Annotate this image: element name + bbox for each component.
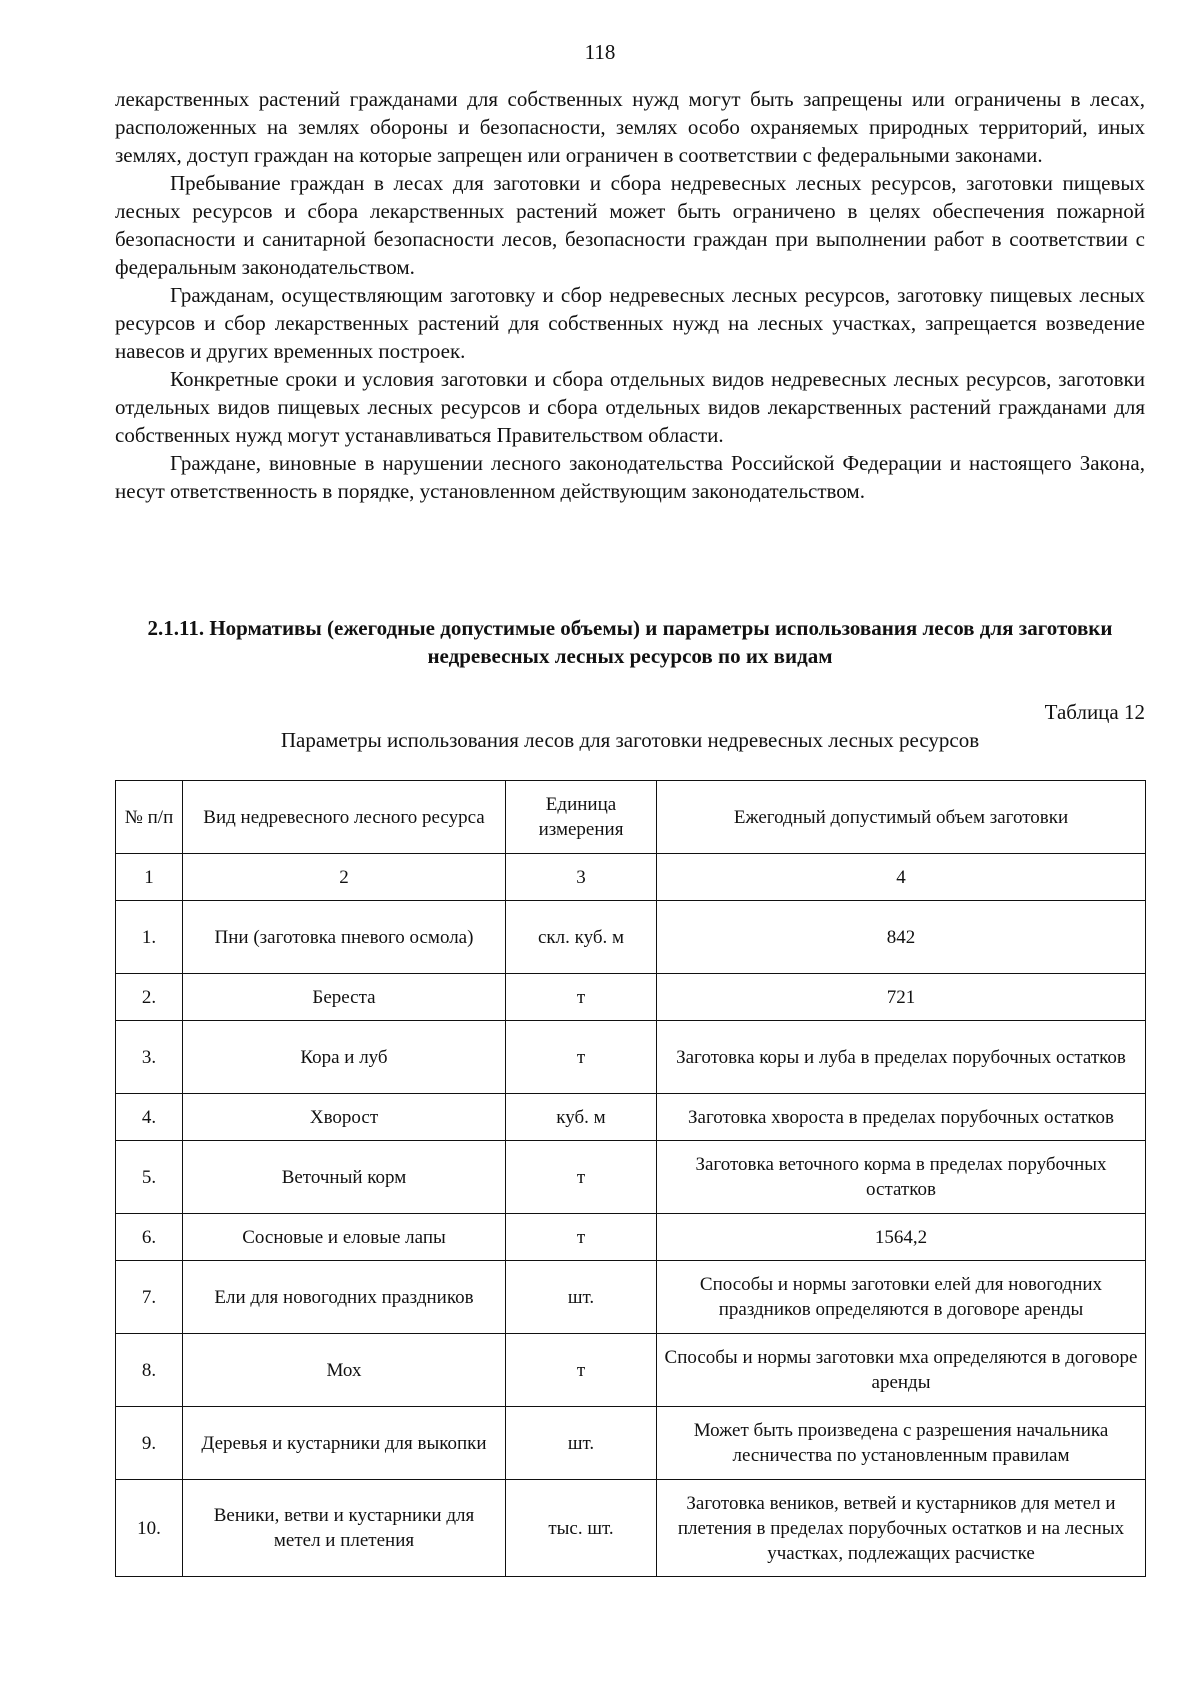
unit-cell: т <box>506 974 657 1021</box>
row-number-cell: 5. <box>116 1141 183 1214</box>
table-row <box>116 1141 1146 1214</box>
table-column-numbers-row <box>116 854 1146 901</box>
paragraph: Конкретные сроки и условия заготовки и сбора отдельных видов недревесных лесных ресурсов, заготовки отдельных видов пищевых лесных ресурсов и сбора отдельных видов лекарственных растений гражданами для собственных нужд могут устанавливаться Правительством области. <box>115 367 1145 447</box>
annual-volume-cell: Заготовка веников, ветвей и кустарников для метел и плетения в пределах порубочных остатков и на лесных участках, подлежащих расчистке <box>657 1480 1146 1577</box>
annual-volume-cell: Заготовка веточного корма в пределах порубочных остатков <box>657 1141 1146 1214</box>
unit-cell: шт. <box>506 1407 657 1480</box>
column-number-cell: 3 <box>506 854 657 901</box>
resource-type-cell: Ели для новогодних праздников <box>183 1261 506 1334</box>
column-number-cell: 1 <box>116 854 183 901</box>
table-row <box>116 974 1146 1021</box>
column-number-cell: 2 <box>183 854 506 901</box>
unit-cell: шт. <box>506 1261 657 1334</box>
unit-cell: т <box>506 1141 657 1214</box>
row-number-cell: 9. <box>116 1407 183 1480</box>
row-number-cell: 4. <box>116 1094 183 1141</box>
resource-type-cell: Хворост <box>183 1094 506 1141</box>
annual-volume-cell: 721 <box>657 974 1146 1021</box>
table-row <box>116 1094 1146 1141</box>
resource-type-cell: Береста <box>183 974 506 1021</box>
header-resource-type: Вид недревесного лесного ресурса <box>183 781 506 854</box>
section-heading: 2.1.11. Нормативы (ежегодные допустимые объемы) и параметры использования лесов для заготовки недревесных лесных ресурсов по их видам <box>147 616 1113 668</box>
annual-volume-cell: Заготовка хвороста в пределах порубочных остатков <box>657 1094 1146 1141</box>
annual-volume-cell: 1564,2 <box>657 1214 1146 1261</box>
page-number: 118 <box>584 40 616 64</box>
unit-cell: куб. м <box>506 1094 657 1141</box>
row-number-cell: 1. <box>116 901 183 974</box>
table-row <box>116 1021 1146 1094</box>
resource-type-cell: Деревья и кустарники для выкопки <box>183 1407 506 1480</box>
annual-volume-cell: Заготовка коры и луба в пределах порубочных остатков <box>657 1021 1146 1094</box>
table-label: Таблица 12 <box>1044 700 1145 724</box>
annual-volume-cell: 842 <box>657 901 1146 974</box>
row-number-cell: 10. <box>116 1480 183 1577</box>
annual-volume-cell: Может быть произведена с разрешения начальника лесничества по установленным правилам <box>657 1407 1146 1480</box>
resource-type-cell: Мох <box>183 1334 506 1407</box>
body-text <box>115 85 1145 505</box>
table-row <box>116 1334 1146 1407</box>
header-unit: Единица измерения <box>506 781 657 854</box>
resource-type-cell: Пни (заготовка пневого осмола) <box>183 901 506 974</box>
row-number-cell: 7. <box>116 1261 183 1334</box>
table-row <box>116 1407 1146 1480</box>
unit-cell: т <box>506 1021 657 1094</box>
paragraph: Граждане, виновные в нарушении лесного законодательства Российской Федерации и настоящего Закона, несут ответственность в порядке, установленном действующим законодательством. <box>115 451 1145 503</box>
table-row <box>116 1261 1146 1334</box>
paragraph: Гражданам, осуществляющим заготовку и сбор недревесных лесных ресурсов, заготовку пищевых лесных ресурсов и сбор лекарственных растений для собственных нужд на лесных участках, запрещается возведение навесов и других временных построек. <box>115 283 1145 363</box>
table-row <box>116 1480 1146 1577</box>
header-annual-volume: Ежегодный допустимый объем заготовки <box>657 781 1146 854</box>
row-number-cell: 6. <box>116 1214 183 1261</box>
row-number-cell: 3. <box>116 1021 183 1094</box>
table-row <box>116 1214 1146 1261</box>
unit-cell: тыс. шт. <box>506 1480 657 1577</box>
column-number-cell: 4 <box>657 854 1146 901</box>
paragraph: Пребывание граждан в лесах для заготовки и сбора недревесных лесных ресурсов, заготовки пищевых лесных ресурсов и сбора лекарственных растений может быть ограничено в целях обеспечения пожарной безопасности и санитарной безопасности лесов, безопасности граждан при выполнении работ в соответствии с федеральным законодательством. <box>115 171 1145 279</box>
paragraph: лекарственных растений гражданами для собственных нужд могут быть запрещены или ограничены в лесах, расположенных на землях обороны и безопасности, землях особо охраняемых природных территорий, иных землях, доступ граждан на которые запрещен или ограничен в соответствии с федеральными законами. <box>115 87 1145 167</box>
table-caption: Параметры использования лесов для заготовки недревесных лесных ресурсов <box>280 728 980 752</box>
resource-type-cell: Веточный корм <box>183 1141 506 1214</box>
resource-type-cell: Кора и луб <box>183 1021 506 1094</box>
annual-volume-cell: Способы и нормы заготовки елей для новогодних праздников определяются в договоре аренды <box>657 1261 1146 1334</box>
row-number-cell: 2. <box>116 974 183 1021</box>
header-number: № п/п <box>116 781 183 854</box>
unit-cell: т <box>506 1214 657 1261</box>
norms-table <box>115 780 1146 1577</box>
row-number-cell: 8. <box>116 1334 183 1407</box>
unit-cell: т <box>506 1334 657 1407</box>
resource-type-cell: Сосновые и еловые лапы <box>183 1214 506 1261</box>
table-row <box>116 901 1146 974</box>
annual-volume-cell: Способы и нормы заготовки мха определяются в договоре аренды <box>657 1334 1146 1407</box>
resource-type-cell: Веники, ветви и кустарники для метел и плетения <box>183 1480 506 1577</box>
unit-cell: скл. куб. м <box>506 901 657 974</box>
table-header-row <box>116 781 1146 854</box>
